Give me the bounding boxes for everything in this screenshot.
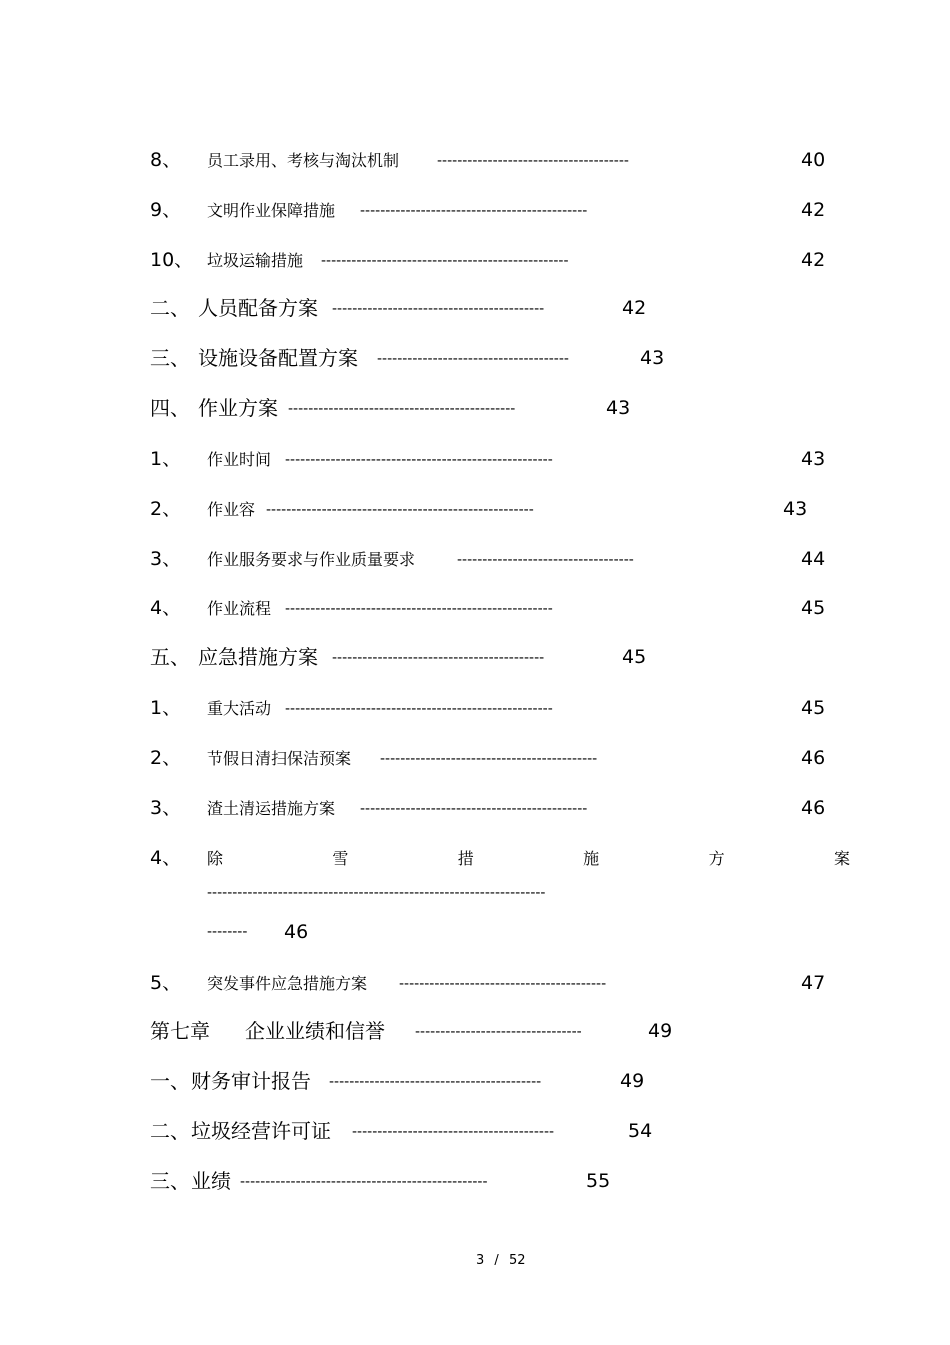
footer-total-pages: 52 xyxy=(508,1253,526,1268)
toc-page-number: 44 xyxy=(801,548,826,570)
page-footer xyxy=(476,1254,526,1267)
toc-section-title: 设施设备配置方案 xyxy=(198,346,358,370)
toc-leader: --------------------------------------------- xyxy=(360,801,588,817)
toc-title-char: 措 xyxy=(457,849,474,868)
toc-entry-number: 3、 xyxy=(150,797,182,819)
toc-entry-title: 渣土清运措施方案 xyxy=(207,799,336,818)
toc-section-title: 财务审计报告 xyxy=(191,1069,311,1093)
footer-current-page: 3 xyxy=(476,1253,485,1268)
toc-page-number: 55 xyxy=(586,1170,611,1192)
toc-entry-number: 9、 xyxy=(150,199,182,221)
toc-entry-title: 文明作业保障措施 xyxy=(207,201,336,220)
toc-leader: --------------------------------------------- xyxy=(360,203,588,219)
toc-leader: -------- xyxy=(207,924,248,940)
toc-page-number: 47 xyxy=(801,972,826,994)
toc-leader: ------------------------------------------------------------------- xyxy=(207,885,546,901)
toc-entry-number: 1、 xyxy=(150,697,182,719)
toc-page-number: 43 xyxy=(606,397,631,419)
toc-entry-title: 节假日清扫保洁预案 xyxy=(207,749,352,768)
toc-entry-title: 作业容 xyxy=(207,500,256,519)
toc-section-title: 应急措施方案 xyxy=(198,645,318,669)
toc-leader: ------------------------------------------ xyxy=(332,301,545,317)
toc-entry-title: 垃圾运输措施 xyxy=(207,251,304,270)
toc-leader: --------------------------------- xyxy=(415,1024,582,1040)
toc-section-title: 人员配备方案 xyxy=(198,296,318,320)
toc-page-number: 43 xyxy=(640,347,665,369)
toc-entry-title: 突发事件应急措施方案 xyxy=(207,974,368,993)
toc-leader: -------------------------------------- xyxy=(377,351,569,367)
toc-section-title: 业绩 xyxy=(191,1169,231,1193)
toc-leader: ----------------------------------------------------- xyxy=(285,452,553,468)
toc-page-number: 45 xyxy=(622,646,647,668)
toc-page-number: 45 xyxy=(801,597,826,619)
toc-leader: ----------------------------------------------------- xyxy=(285,601,553,617)
toc-leader: ------------------------------------------ xyxy=(329,1074,542,1090)
toc-page-number: 43 xyxy=(801,448,826,470)
toc-page-number: 46 xyxy=(284,921,309,943)
toc-page-number: 45 xyxy=(801,697,826,719)
toc-section-number: 二、 xyxy=(150,296,190,320)
toc-entry-title: 重大活动 xyxy=(207,699,272,718)
toc-entry-number: 8、 xyxy=(150,149,182,171)
toc-chapter-title: 企业业绩和信誉 xyxy=(245,1019,385,1043)
toc-entry-number: 2、 xyxy=(150,747,182,769)
toc-entry-title: 员工录用、考核与淘汰机制 xyxy=(207,151,400,170)
toc-leader: ------------------------------------------ xyxy=(332,650,545,666)
toc-entry-number: 5、 xyxy=(150,972,182,994)
toc-page-number: 42 xyxy=(801,199,826,221)
toc-leader: ----------------------------------------------------- xyxy=(285,701,553,717)
toc-leader: ----------------------------------------------------- xyxy=(266,502,534,518)
toc-title-char: 雪 xyxy=(332,849,349,868)
toc-title-char: 施 xyxy=(583,849,600,868)
toc-entry-title: 作业时间 xyxy=(207,450,272,469)
toc-chapter-number: 第七章 xyxy=(150,1019,210,1043)
toc-page-number: 43 xyxy=(783,498,808,520)
toc-title-char: 案 xyxy=(833,849,850,868)
toc-page-number: 40 xyxy=(801,149,826,171)
toc-section-title: 作业方案 xyxy=(198,396,278,420)
toc-entry-number: 10、 xyxy=(150,249,194,271)
toc-title-char: 方 xyxy=(708,849,725,868)
toc-entry-number: 2、 xyxy=(150,498,182,520)
toc-entry-title: 作业流程 xyxy=(207,599,272,618)
toc-entry-title: 作业服务要求与作业质量要求 xyxy=(207,550,416,569)
toc-page-number: 49 xyxy=(648,1020,673,1042)
toc-section-number: 五、 xyxy=(150,645,190,669)
toc-leader: ------------------------------------------------- xyxy=(240,1174,488,1190)
toc-leader: ----------------------------------- xyxy=(457,552,634,568)
toc-entry-number: 4、 xyxy=(150,847,182,869)
toc-leader: -------------------------------------- xyxy=(437,153,629,169)
toc-leader: ----------------------------------------- xyxy=(399,976,607,992)
toc-entry-number: 1、 xyxy=(150,448,182,470)
toc-section-number: 三、 xyxy=(150,346,190,370)
toc-page-number: 54 xyxy=(628,1120,653,1142)
toc-section-number: 三、 xyxy=(150,1169,190,1193)
toc-section-title: 垃圾经营许可证 xyxy=(191,1119,331,1143)
toc-leader: ------------------------------------------------- xyxy=(321,253,569,269)
toc-page-number: 49 xyxy=(620,1070,645,1092)
toc-section-number: 四、 xyxy=(150,396,190,420)
toc-leader: --------------------------------------------- xyxy=(288,401,516,417)
toc-leader: ---------------------------------------- xyxy=(352,1124,555,1140)
toc-entry-number: 4、 xyxy=(150,597,182,619)
footer-separator: / xyxy=(494,1253,499,1268)
toc-page-number: 42 xyxy=(622,297,647,319)
toc-section-number: 二、 xyxy=(150,1119,190,1143)
toc-title-char: 除 xyxy=(207,849,224,868)
toc-section-number: 一、 xyxy=(150,1069,190,1093)
toc-page-number: 46 xyxy=(801,747,826,769)
toc-page-number: 46 xyxy=(801,797,826,819)
toc-entry-number: 3、 xyxy=(150,548,182,570)
toc-entry-title-spread xyxy=(207,851,850,867)
toc-page-number: 42 xyxy=(801,249,826,271)
toc-leader: ------------------------------------------- xyxy=(380,751,598,767)
